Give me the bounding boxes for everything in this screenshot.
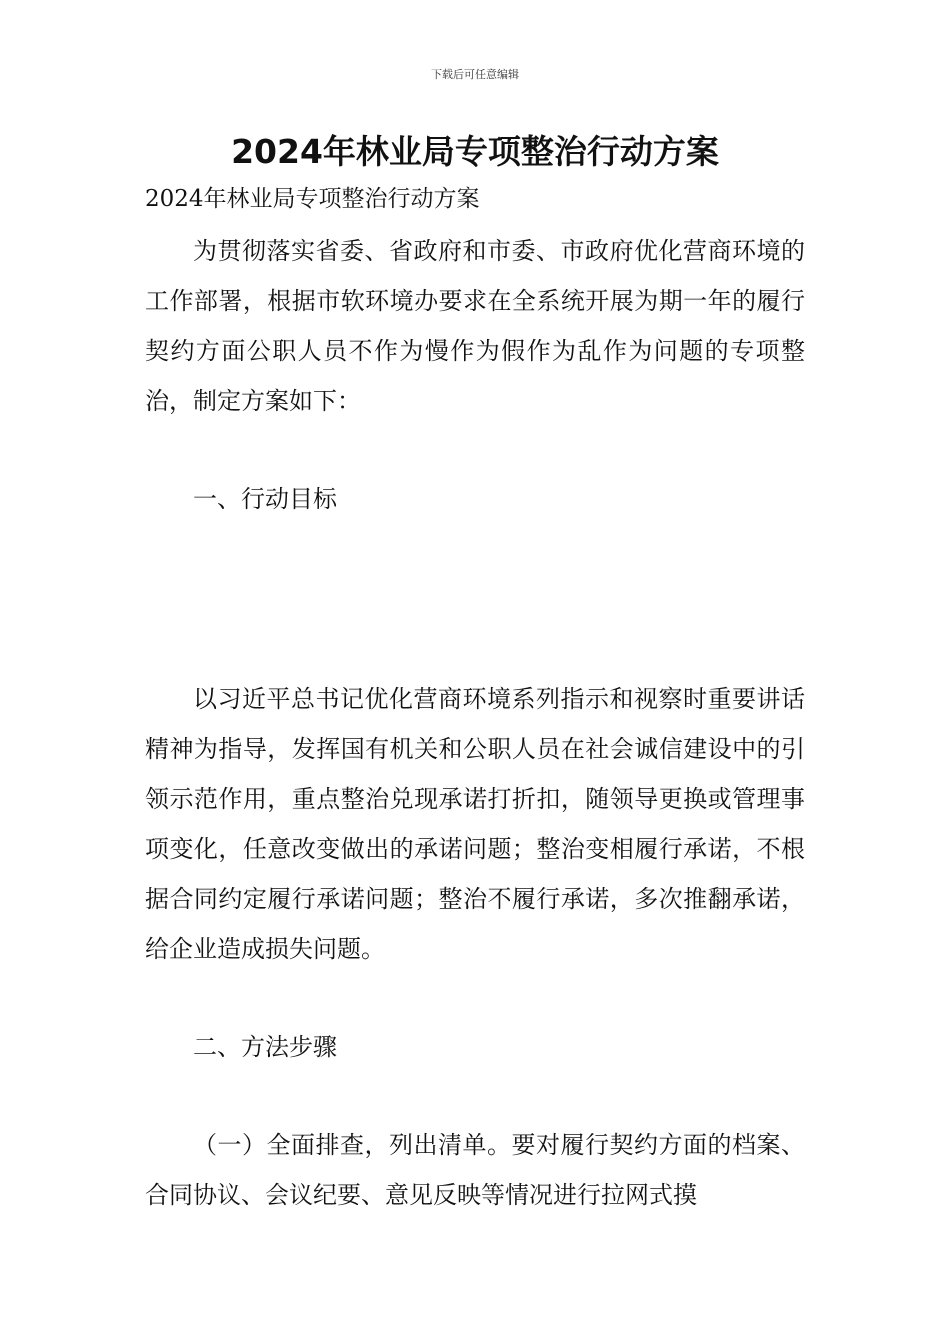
intro-paragraph: 为贯彻落实省委、省政府和市委、市政府优化营商环境的工作部署，根据市软环境办要求在全系统开展为期一年的履行契约方面公职人员不作为慢作为假作为乱作为问题的专项整治，制定方案如下： [145,237,805,415]
document-title: 2024年林业局专项整治行动方案 [231,132,719,171]
document-subtitle: 2024年林业局专项整治行动方案 [145,186,480,212]
header-note: 下载后可任意编辑 [431,68,519,81]
section-heading-steps: 二、方法步骤 [193,1033,337,1061]
goal-paragraph: 以习近平总书记优化营商环境系列指示和视察时重要讲话精神为指导，发挥国有机关和公职人员在社会诚信建设中的引领示范作用，重点整治兑现承诺打折扣，随领导更换或管理事项变化，任意改变做出的承诺问题；整治变相履行承诺，不根据合同约定履行承诺问题；整治不履行承诺，多次推翻承诺，给企业造成损失问题。 [145,685,805,963]
section-heading-goal: 一、行动目标 [193,485,337,513]
step1-paragraph: （一）全面排查，列出清单。要对履行契约方面的档案、合同协议、会议纪要、意见反映等情况进行拉网式摸 [145,1131,805,1209]
